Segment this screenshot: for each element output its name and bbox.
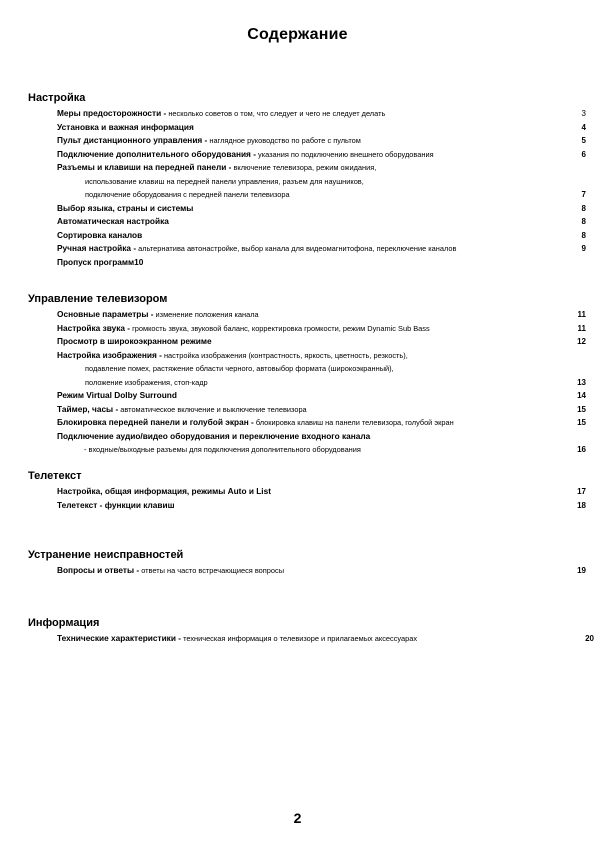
section-title: Управление телевизором bbox=[28, 293, 168, 305]
section-title: Телетекст bbox=[28, 470, 82, 482]
toc-entry[interactable] bbox=[57, 215, 586, 229]
entry-page: 11 bbox=[577, 310, 586, 319]
entry-label: Сортировка каналов bbox=[57, 229, 143, 240]
entry-label: Блокировка передней панели и голубой экран - bbox=[57, 417, 254, 427]
toc-entry[interactable] bbox=[57, 499, 586, 513]
toc-entry[interactable] bbox=[57, 416, 586, 430]
entry-label: Ручная настройка - bbox=[57, 243, 137, 253]
entry-desc: автоматическое включение и выключение телевизора bbox=[118, 404, 307, 414]
entry-page: 9 bbox=[581, 244, 586, 253]
section-tv-control bbox=[28, 293, 588, 457]
entry-page: 12 bbox=[577, 337, 586, 346]
entry-desc: включение телевизора, режим ожидания, bbox=[231, 163, 377, 172]
toc-entry[interactable] bbox=[57, 335, 586, 349]
entry-label: Режим Virtual Dolby Surround bbox=[57, 390, 177, 400]
entry-page: 15 bbox=[577, 418, 586, 427]
entry-desc: указания по подключению внешнего оборудования bbox=[255, 149, 434, 159]
entry-page: 8 bbox=[581, 230, 586, 240]
toc-entry[interactable] bbox=[57, 148, 586, 162]
section-title: Информация bbox=[28, 617, 100, 629]
entry-continuation: подключение оборудования с передней панели телевизора bbox=[85, 190, 290, 199]
toc-entry[interactable] bbox=[57, 430, 586, 457]
page-number: 2 bbox=[293, 810, 302, 826]
entry-label: Основные параметры - bbox=[57, 309, 154, 319]
toc-entry[interactable] bbox=[57, 349, 586, 390]
entry-desc: громкость звука, звуковой баланс, корректировка громкости, режим Dynamic Sub Bass bbox=[130, 323, 430, 333]
entry-page: 6 bbox=[581, 149, 586, 159]
entry-continuation: подавление помех, растяжение области черного, автовыбор формата (широкоэкранный), bbox=[85, 364, 394, 373]
entry-desc: несколько советов о том, что следует и чего не следует делать bbox=[166, 109, 386, 118]
toc-entry[interactable] bbox=[57, 485, 586, 499]
entry-label: Разъемы и клавиши на передней панели - bbox=[57, 162, 232, 172]
entry-page: 17 bbox=[577, 487, 586, 496]
entry-page: 8 bbox=[581, 203, 586, 213]
entry-label: Автоматическая настройка bbox=[57, 216, 169, 226]
entry-page: 20 bbox=[585, 634, 594, 643]
section-setup bbox=[28, 92, 588, 269]
toc-entry[interactable] bbox=[57, 242, 586, 256]
toc-entry[interactable] bbox=[57, 161, 586, 202]
entry-continuation: положение изображения, стоп-кадр bbox=[85, 377, 208, 387]
toc-entry[interactable] bbox=[57, 121, 586, 135]
entry-label: Просмотр в широкоэкранном режиме bbox=[57, 336, 212, 346]
entry-page: 11 bbox=[577, 323, 586, 333]
page-title: Содержание bbox=[247, 26, 348, 43]
entry-label: Выбор языка, страны и системы bbox=[57, 202, 194, 213]
section-title: Устранение неисправностей bbox=[28, 549, 184, 561]
entry-label: Пропуск программ10 bbox=[57, 256, 144, 267]
entry-page: 8 bbox=[581, 217, 586, 226]
entry-desc: настройка изображения (контрастность, яркость, цветность, резкость), bbox=[161, 350, 408, 360]
entry-page: 5 bbox=[581, 136, 586, 145]
toc-entry[interactable] bbox=[57, 229, 586, 243]
entry-label: Настройка, общая информация, режимы Auto и List bbox=[57, 486, 271, 496]
entry-label: Таймер, часы - bbox=[57, 403, 119, 414]
entry-continuation: использование клавиш на передней панели управления, разъем для наушников, bbox=[85, 176, 364, 186]
entry-page: 3 bbox=[581, 109, 586, 118]
entry-desc: блокировка клавиш на панели телевизора, голубой экран bbox=[253, 418, 454, 427]
entry-page: 15 bbox=[577, 404, 586, 414]
toc-entry[interactable] bbox=[57, 107, 586, 121]
entry-desc: альтернатива автонастройке, выбор канала для видеомагнитофона, переключение каналов bbox=[136, 244, 457, 253]
entry-page: 16 bbox=[577, 445, 586, 454]
entry-page: 14 bbox=[577, 391, 586, 400]
toc-entry[interactable] bbox=[57, 403, 586, 417]
entry-page: 13 bbox=[577, 377, 586, 387]
entry-label: Технические характеристики - bbox=[57, 633, 182, 643]
entry-desc: наглядное руководство по работе с пультом bbox=[207, 136, 361, 145]
section-teletext bbox=[28, 470, 588, 512]
entry-label: Пульт дистанционного управления - bbox=[57, 135, 208, 145]
entry-label: Настройка звука - bbox=[57, 322, 131, 333]
toc-entry[interactable] bbox=[57, 202, 586, 216]
section-title: Настройка bbox=[28, 92, 86, 104]
entry-label: Меры предосторожности - bbox=[57, 108, 167, 118]
toc-entry[interactable] bbox=[57, 632, 594, 646]
toc-entry[interactable] bbox=[57, 322, 586, 336]
entry-page: 19 bbox=[577, 566, 586, 575]
entry-desc: ответы на часто встречающиеся вопросы bbox=[139, 566, 285, 575]
toc-entry[interactable] bbox=[57, 389, 586, 403]
toc-entry[interactable] bbox=[57, 256, 586, 270]
section-troubleshooting bbox=[28, 549, 588, 578]
entry-label: Подключение дополнительного оборудования - bbox=[57, 148, 256, 159]
entry-page: 18 bbox=[577, 500, 586, 510]
entry-label: Подключение аудио/видео оборудования и переключение входного канала bbox=[57, 430, 371, 441]
toc-entry[interactable] bbox=[57, 308, 586, 322]
toc-entry[interactable] bbox=[57, 564, 586, 578]
entry-page: 4 bbox=[581, 122, 586, 132]
entry-label: Установка и важная информация bbox=[57, 121, 194, 132]
entry-label: Телетекст - функции клавиш bbox=[57, 499, 175, 510]
entry-page: 7 bbox=[581, 190, 586, 199]
entry-desc: изменение положения канала bbox=[153, 310, 259, 319]
entry-desc: техническая информация о телевизоре и прилагаемых аксессуарах bbox=[181, 634, 418, 643]
entry-label: Настройка изображения - bbox=[57, 349, 162, 360]
toc-entry[interactable] bbox=[57, 134, 586, 148]
entry-continuation: - входные/выходные разъемы для подключения дополнительного оборудования bbox=[84, 445, 361, 454]
section-information bbox=[28, 617, 594, 646]
entry-label: Вопросы и ответы - bbox=[57, 565, 140, 575]
